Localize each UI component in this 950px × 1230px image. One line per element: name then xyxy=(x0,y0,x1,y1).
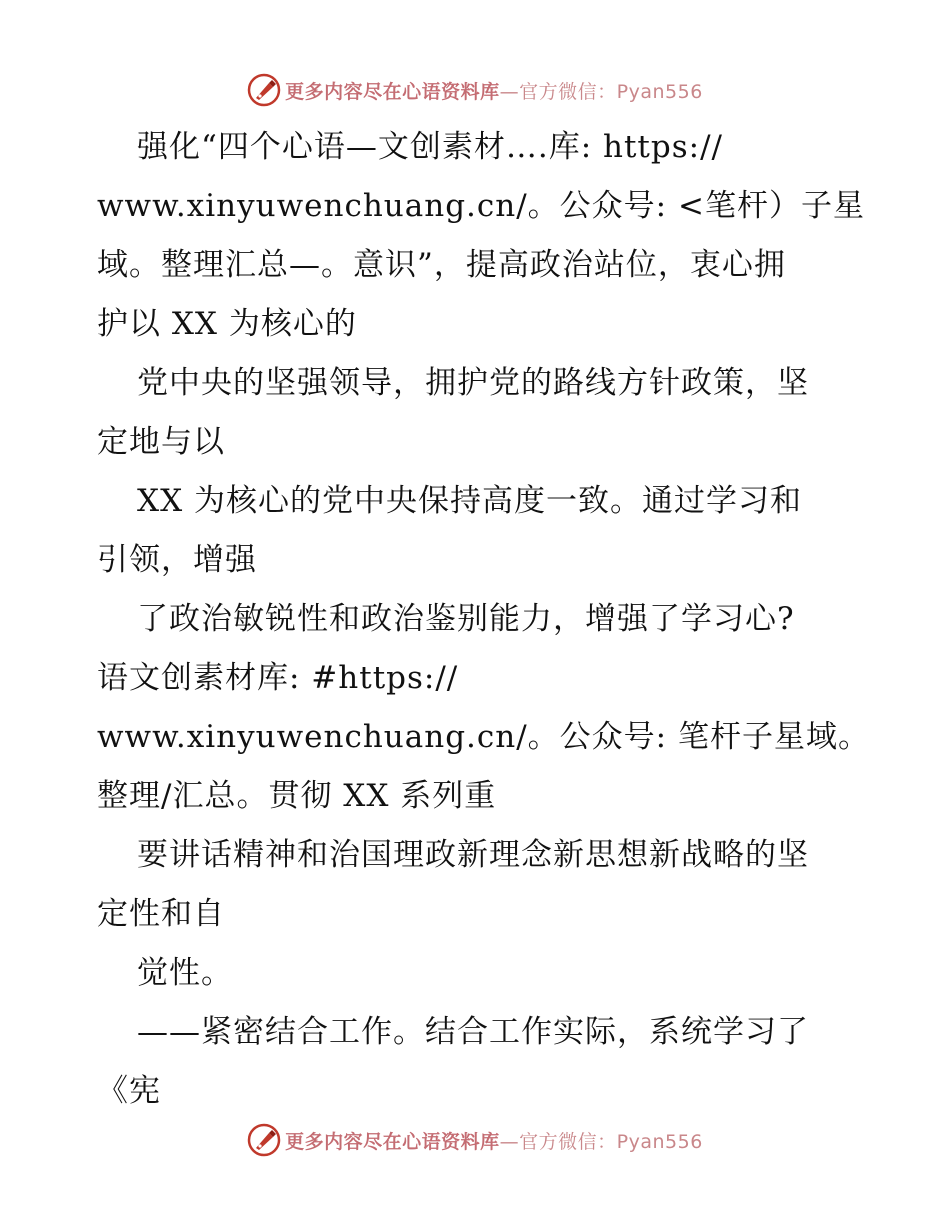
text-line: www.xinyuwenchuang.cn/。公众号: <笔杆）子星 xyxy=(97,188,865,224)
text-line: 定地与以 xyxy=(97,424,225,460)
watermark-footer xyxy=(0,1120,950,1160)
text-line: 强化“四个心语—文创素材….库: https:// xyxy=(137,129,723,165)
text-line: 《宪 xyxy=(97,1073,161,1109)
text-line: 党中央的坚强领导，拥护党的路线方针政策，坚 xyxy=(137,365,809,401)
text-line: 要讲话精神和治国理政新理念新思想新战略的坚 xyxy=(137,837,809,873)
red-pen-nib-icon xyxy=(247,1123,281,1157)
red-pen-nib-icon xyxy=(247,73,281,107)
text-line: 定性和自 xyxy=(97,896,225,932)
text-line: 语文创素材库: #https:// xyxy=(97,660,459,696)
text-line: ——紧密结合工作。结合工作实际，系统学习了 xyxy=(137,1014,809,1050)
watermark-text: 更多内容尽在心语资料库—官方微信：Pyan556 xyxy=(285,1130,703,1153)
text-line: 域。整理汇总—。意识”，提高政治站位，衷心拥 xyxy=(97,247,786,283)
text-line: 觉性。 xyxy=(137,955,233,991)
text-line: XX 为核心的党中央保持高度一致。通过学习和 xyxy=(137,483,802,519)
text-line: 护以 XX 为核心的 xyxy=(97,306,357,342)
watermark-header xyxy=(0,70,950,110)
text-line: www.xinyuwenchuang.cn/。公众号: 笔杆子星域。 xyxy=(97,719,870,755)
text-line: 引领，增强 xyxy=(97,542,257,578)
watermark-text: 更多内容尽在心语资料库—官方微信：Pyan556 xyxy=(285,80,703,103)
text-line: 整理/汇总。贯彻 XX 系列重 xyxy=(97,778,497,814)
document-body xyxy=(97,118,870,1121)
text-line: 了政治敏锐性和政治鉴别能力，增强了学习心? xyxy=(137,601,795,637)
